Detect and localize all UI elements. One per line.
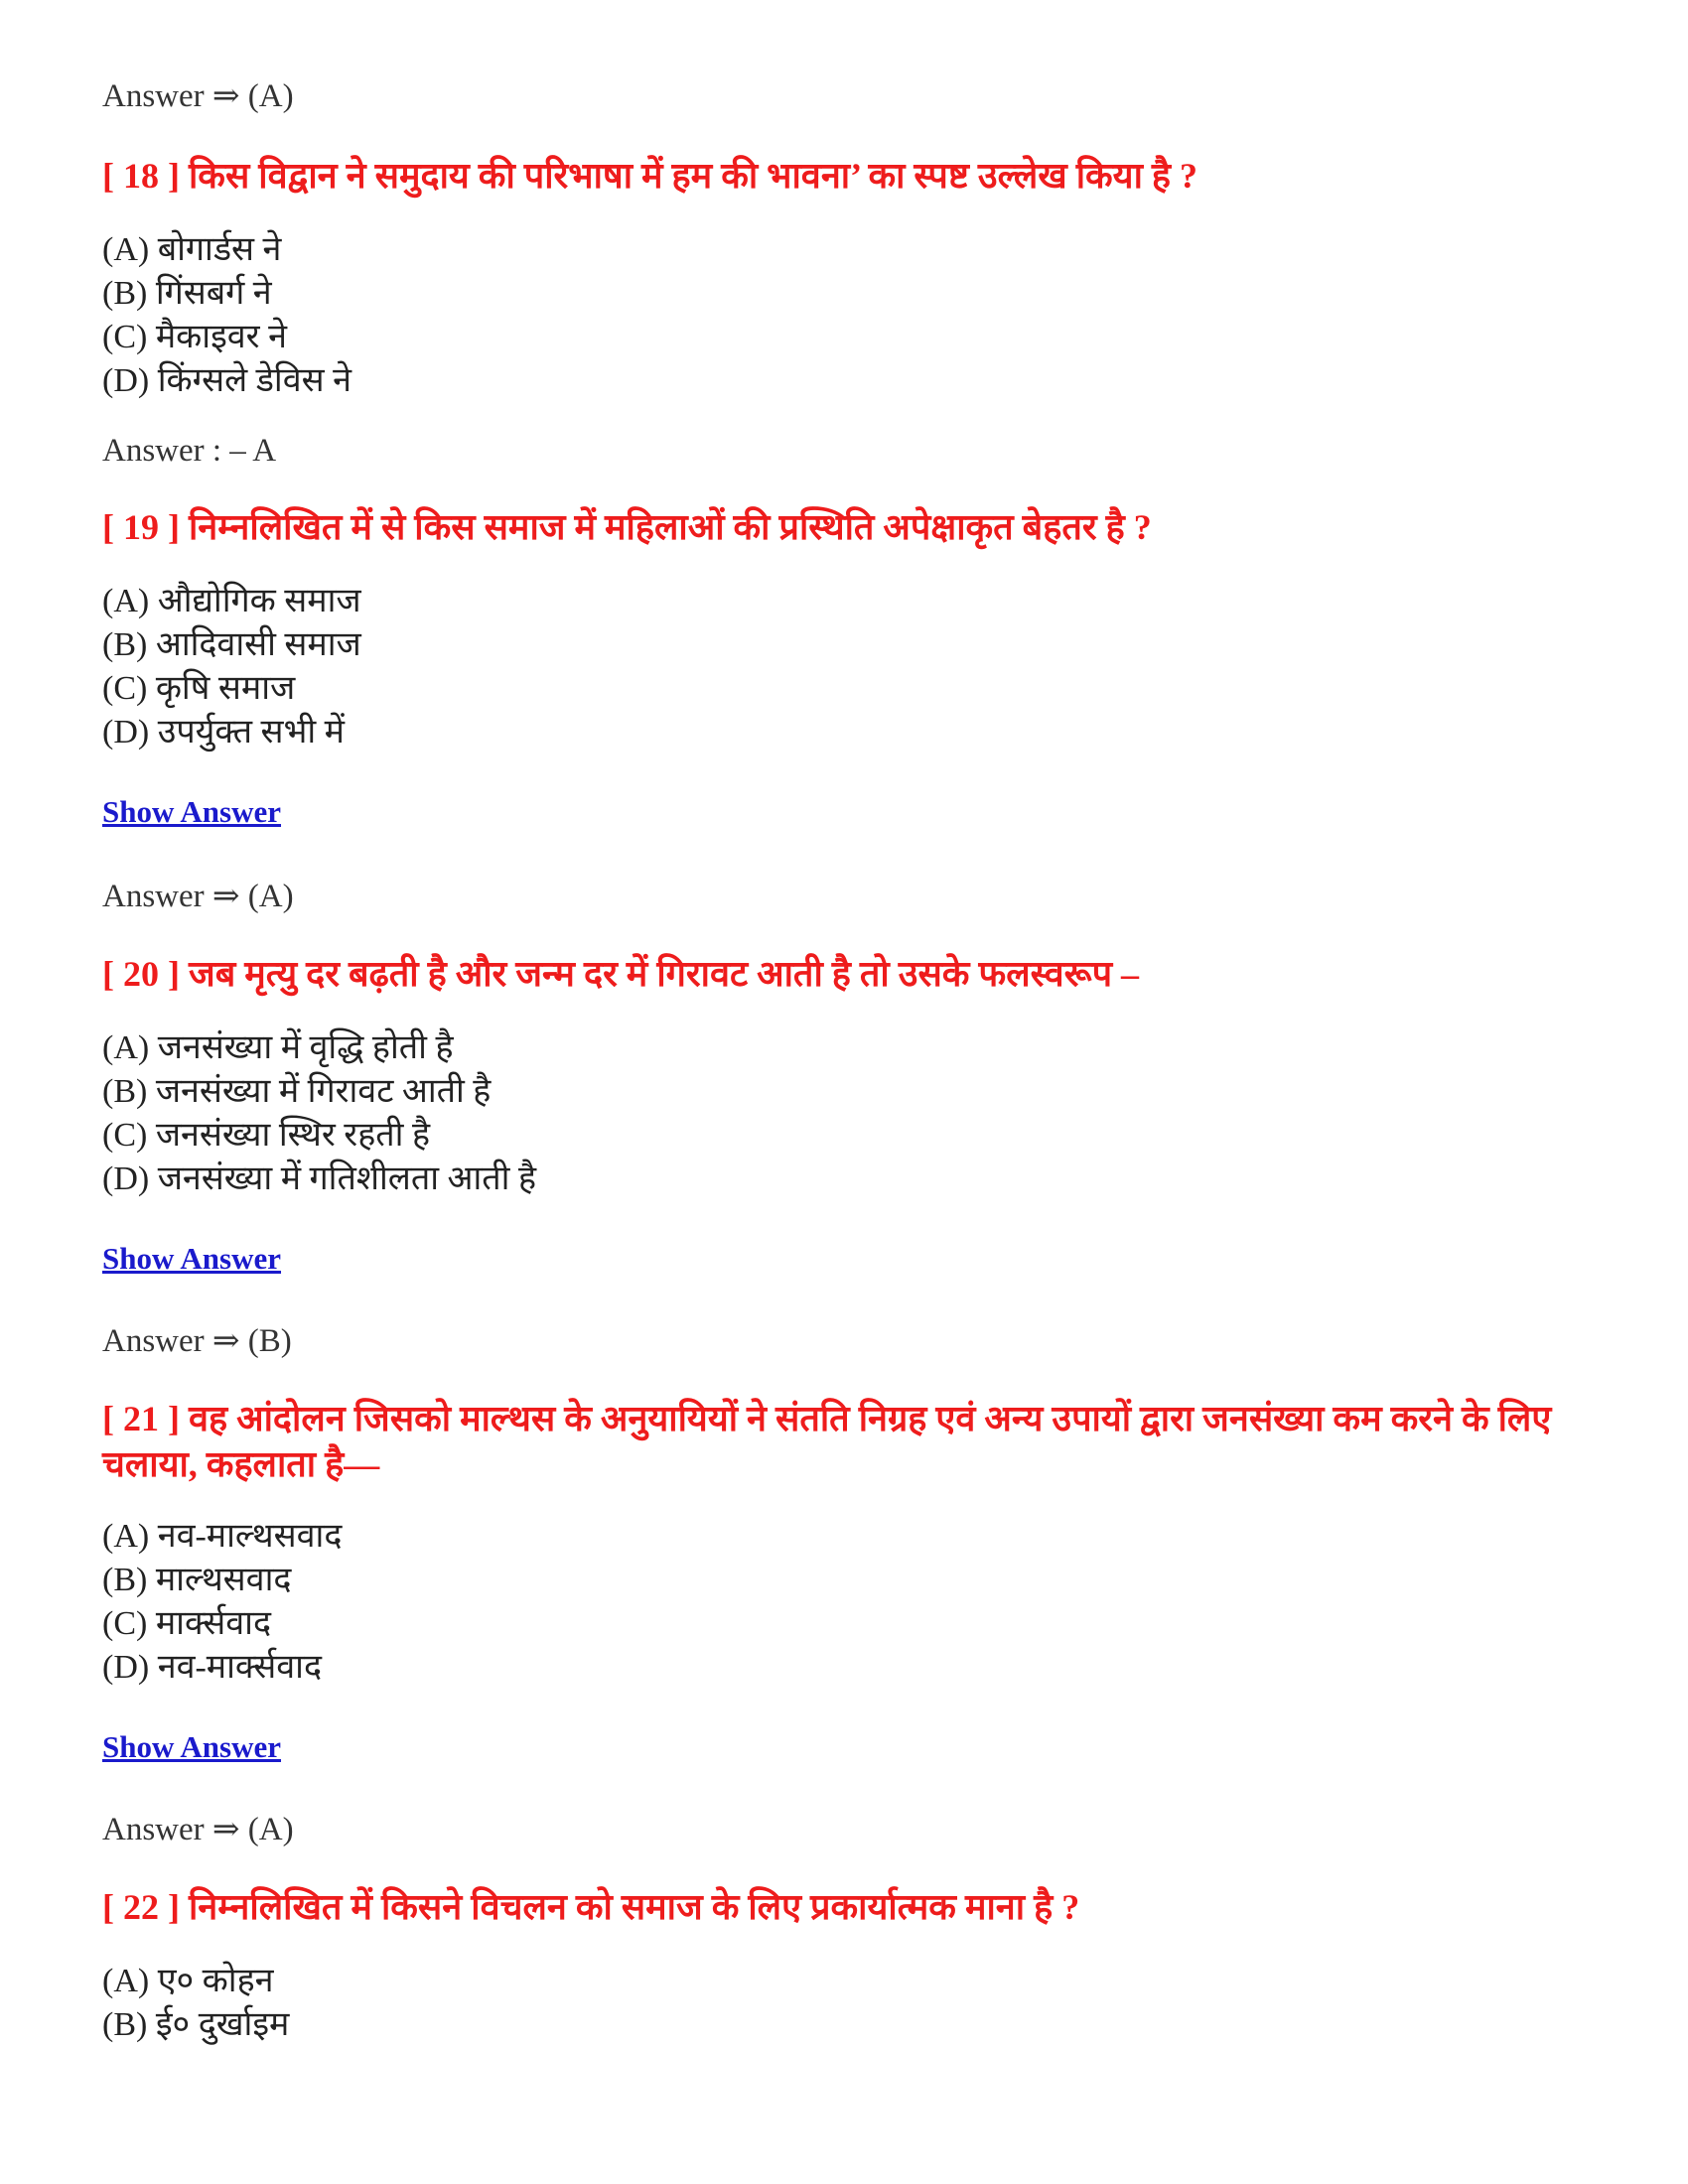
option-b: (B) ई० दुर्खाइम <box>102 2006 290 2043</box>
option-d: (D) नव-मार्क्सवाद <box>102 1649 323 1686</box>
option-a: (A) जनसंख्या में वृद्धि होती है <box>102 1029 454 1066</box>
question-number: [ 22 ] <box>102 1887 180 1927</box>
option-a: (A) नव-माल्थसवाद <box>102 1518 343 1555</box>
option-b: (B) जनसंख्या में गिरावट आती है <box>102 1073 492 1110</box>
option-a: (A) बोगार्डस ने <box>102 231 282 268</box>
show-answer-link-20[interactable]: Show Answer <box>102 1241 282 1276</box>
show-answer-link-19[interactable]: Show Answer <box>102 794 282 829</box>
answer-17: Answer ⇒ (A) <box>102 78 294 114</box>
question-21 <box>102 1396 1592 1487</box>
option-d: (D) उपर्युक्त सभी में <box>102 714 345 751</box>
option-b: (B) आदिवासी समाज <box>102 626 361 663</box>
question-22 <box>102 1884 1592 1930</box>
question-18 <box>102 153 1592 199</box>
options-20 <box>102 1026 536 1201</box>
option-c: (C) मार्क्सवाद <box>102 1605 272 1642</box>
question-text: निम्नलिखित में से किस समाज में महिलाओं की प्रस्थिति अपेक्षाकृत बेहतर है ? <box>188 507 1152 547</box>
question-text: किस विद्वान ने समुदाय की परिभाषा में हम की भावना’ का स्पष्ट उल्लेख किया है ? <box>188 156 1198 196</box>
options-19 <box>102 580 361 754</box>
option-a: (A) औद्योगिक समाज <box>102 583 361 619</box>
answer-19: Answer ⇒ (A) <box>102 879 294 914</box>
answer-21: Answer ⇒ (A) <box>102 1812 294 1847</box>
question-text: निम्नलिखित में किसने विचलन को समाज के लिए प्रकार्यात्मक माना है ? <box>188 1887 1080 1927</box>
answer-18: Answer : – A <box>102 433 277 469</box>
option-d: (D) किंग्सले डेविस ने <box>102 362 352 399</box>
options-21 <box>102 1515 342 1690</box>
question-text: वह आंदोलन जिसको माल्थस के अनुयायियों ने संतति निग्रह एवं अन्य उपायों द्वारा जनसंख्या कम करने के लिए चलाया, कहलाता है— <box>102 1399 1552 1484</box>
option-c: (C) कृषि समाज <box>102 670 296 707</box>
show-answer-link-21[interactable]: Show Answer <box>102 1729 282 1764</box>
option-c: (C) जनसंख्या स्थिर रहती है <box>102 1117 431 1154</box>
option-d: (D) जनसंख्या में गतिशीलता आती है <box>102 1160 537 1197</box>
option-c: (C) मैकाइवर ने <box>102 319 287 355</box>
question-19 <box>102 504 1592 550</box>
options-18 <box>102 228 352 403</box>
option-a: (A) ए० कोहन <box>102 1963 274 1999</box>
question-number: [ 18 ] <box>102 156 180 196</box>
question-text: जब मृत्यु दर बढ़ती है और जन्म दर में गिरावट आती है तो उसके फलस्वरूप – <box>188 954 1140 994</box>
question-number: [ 19 ] <box>102 507 180 547</box>
option-b: (B) माल्थसवाद <box>102 1562 292 1598</box>
question-number: [ 21 ] <box>102 1399 180 1438</box>
answer-20: Answer ⇒ (B) <box>102 1323 292 1359</box>
option-b: (B) गिंसबर्ग ने <box>102 275 272 312</box>
question-20 <box>102 951 1592 997</box>
question-number: [ 20 ] <box>102 954 180 994</box>
options-22 <box>102 1960 289 2047</box>
